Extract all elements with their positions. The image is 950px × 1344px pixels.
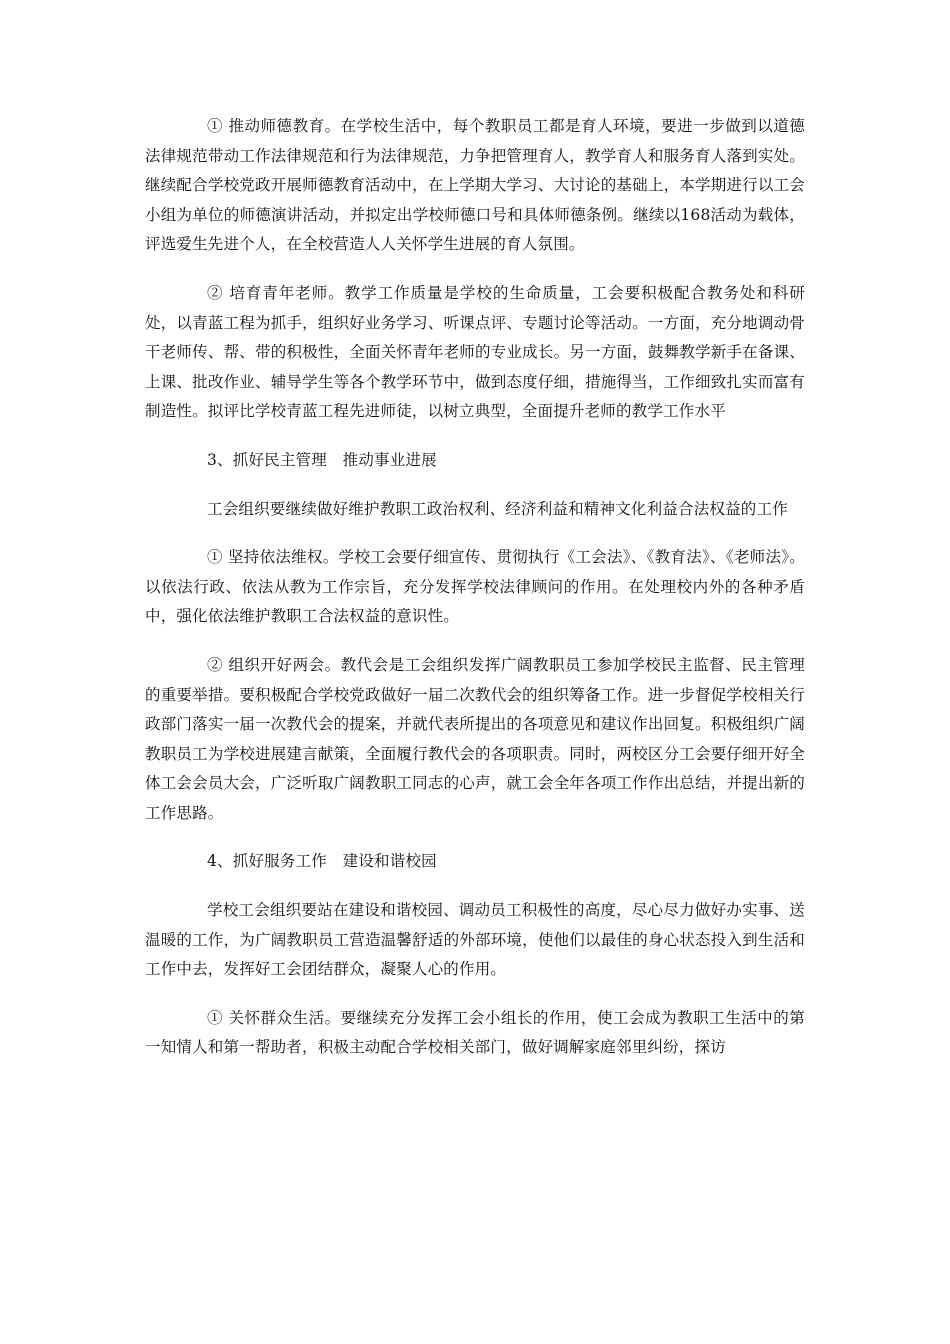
paragraph-lawful-rights: ① 坚持依法维权。学校工会要仔细宣传、贯彻执行《工会法》、《教育法》、《老师法》。以依法行政、依法从教为工作宗旨，充分发挥学校法律顾问的作用。在处理校内外的各种矛盾中，强化依法维护教职工合法权益的意识性。 [145,548,805,626]
document-page [145,112,805,1082]
section-heading-3: 3、抓好民主管理 推动事业进展 [207,450,437,469]
paragraph-union-rights: 工会组织要继续做好维护教职工政治权利、经济利益和精神文化利益合法权益的工作 [207,499,788,518]
paragraph-teacher-ethics: ① 推动师德教育。在学校生活中，每个教职员工都是育人环境，要进一步做到以道德法律规范带动工作法律规范和行为法律规范，力争把管理育人，教学育人和服务育人落到实处。继续配合学校党政开展师德教育活动中，在上学期大学习、大讨论的基础上，本学期进行以工会小组为单位的师德演讲活动，并拟定出学校师德口号和具体师德条例。继续以168活动为载体，评选爱生先进个人，在全校营造人人关怀学生进展的育人氛围。 [145,117,805,254]
paragraph-care-for-staff: ① 关怀群众生活。要继续充分发挥工会小组长的作用，使工会成为教职工生活中的第一知情人和第一帮助者，积极主动配合学校相关部门，做好调解家庭邻里纠纷，探访 [145,1008,805,1057]
paragraph-young-teachers: ② 培育青年老师。教学工作质量是学校的生命质量，工会要积极配合教务处和科研处，以青蓝工程为抓手，组织好业务学习、听课点评、专题讨论等活动。一方面，充分地调动骨干老师传、帮、带的积极性，全面关怀青年老师的专业成长。另一方面，鼓舞教学新手在备课、上课、批改作业、辅导学生等各个教学环节中，做到态度仔细，措施得当，工作细致扎实而富有制造性。拟评比学校青蓝工程先进师徒，以树立典型，全面提升老师的教学工作水平 [145,283,805,421]
paragraph-two-congresses: ② 组织开好两会。教代会是工会组织发挥广阔教职员工参加学校民主监督、民主管理的重要举措。要积极配合学校党政做好一届二次教代会的组织筹备工作。进一步督促学校相关行政部门落实一届一次教代会的提案，并就代表所提出的各项意见和建议作出回复。积极组织广阔教职员工为学校进展建言献策，全面履行教代会的各项职责。同时，两校区分工会要仔细开好全体工会会员大会，广泛听取广阔教职工同志的心声，就工会全年各项工作作出总结，并提出新的工作思路。 [145,655,805,822]
paragraph-service-work: 学校工会组织要站在建设和谐校园、调动员工积极性的高度，尽心尽力做好办实事、送温暖的工作，为广阔教职员工营造温馨舒适的外部环境，使他们以最佳的身心状态投入到生活和工作中去，发挥好工会团结群众，凝聚人心的作用。 [145,901,805,979]
section-heading-4: 4、抓好服务工作 建设和谐校园 [207,852,437,871]
